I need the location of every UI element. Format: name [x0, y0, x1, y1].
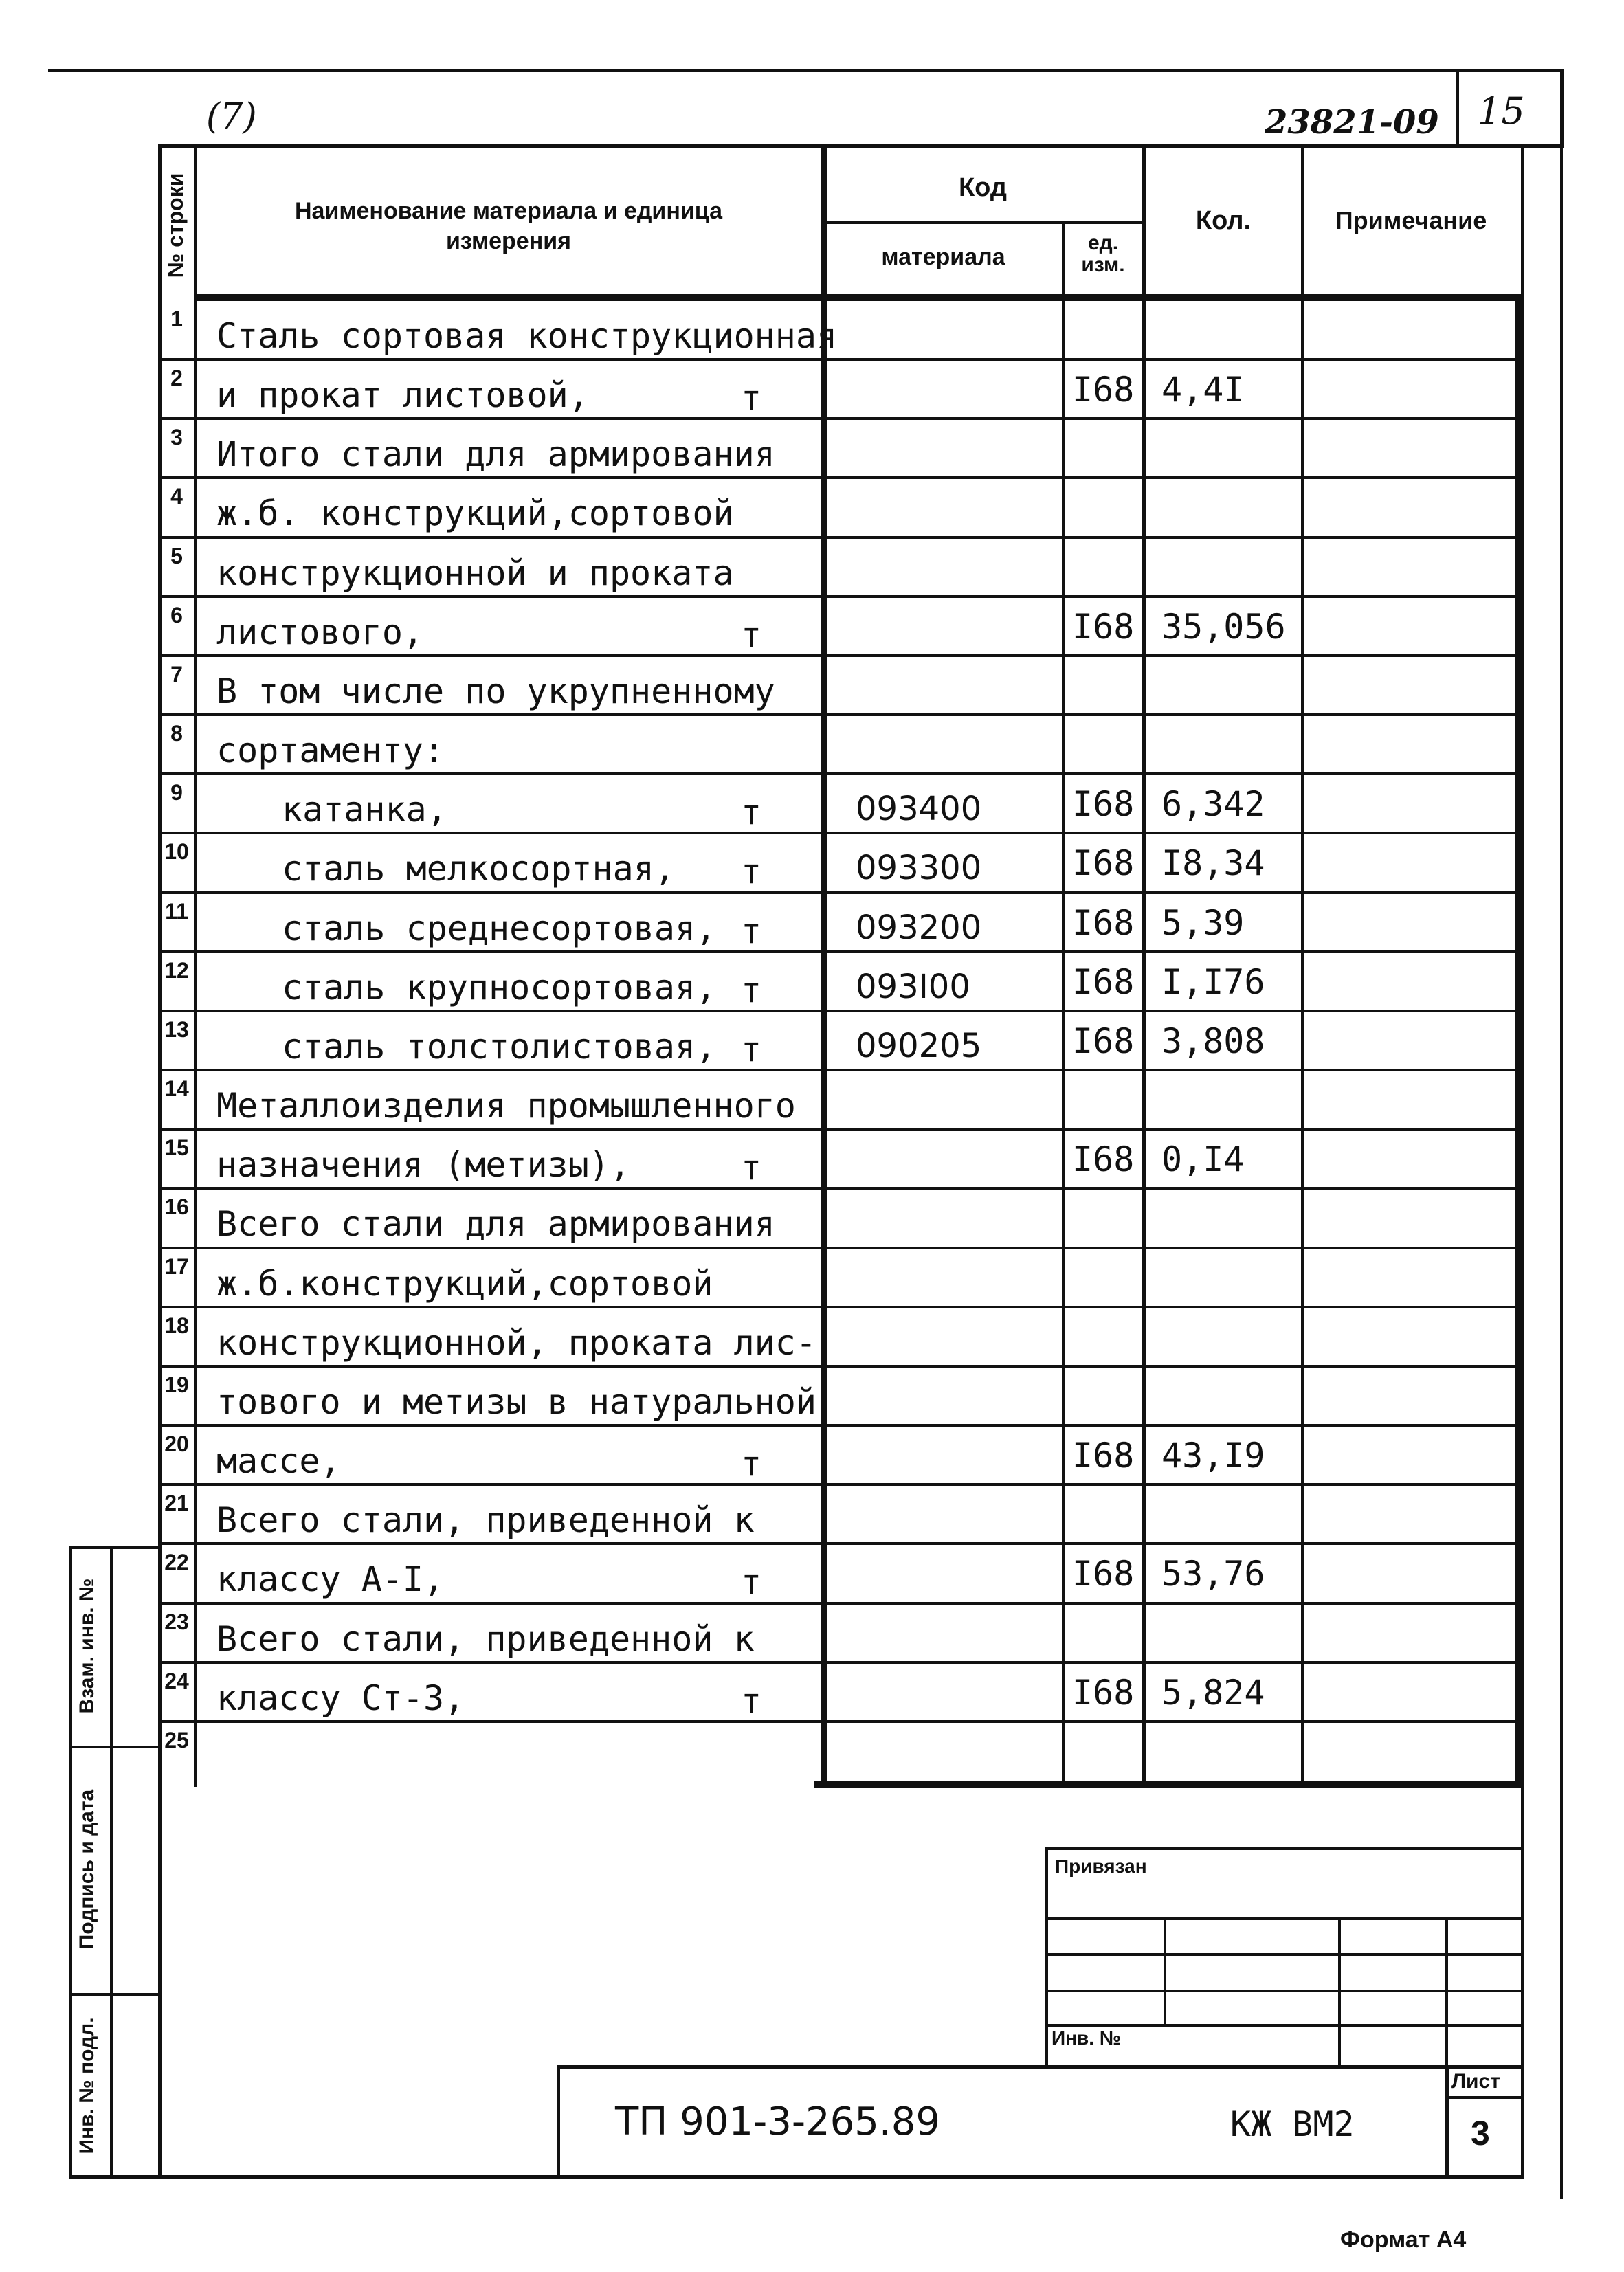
row-quantity: 0,I4	[1161, 1139, 1245, 1180]
row-material-name: классу А-I,	[216, 1559, 445, 1600]
row-quantity: 5,824	[1161, 1672, 1265, 1713]
row-number: 22	[164, 1550, 189, 1575]
row-line	[162, 1128, 1520, 1131]
side-stamp-left	[69, 1546, 72, 2179]
row-unit: т	[741, 1029, 762, 1069]
row-unit-code: I68	[1072, 1139, 1135, 1180]
row-material-name: сортаменту:	[216, 731, 445, 771]
row-material-name: Всего стали, приведенной к	[216, 1500, 755, 1541]
row-number: 2	[170, 366, 183, 391]
row-material-name: Всего стали для армирования	[216, 1204, 775, 1245]
row-line	[162, 1069, 1520, 1071]
row-unit-code: I68	[1072, 1021, 1135, 1061]
frame-top	[158, 144, 1564, 148]
row-line	[162, 1602, 1520, 1605]
sheet-number: 3	[1471, 2114, 1490, 2152]
header-name: Наименование материала и единица измерения	[295, 198, 722, 254]
row-unit-code: I68	[1072, 1554, 1135, 1594]
row-number: 7	[170, 661, 183, 687]
header-note: Примечание	[1335, 206, 1487, 234]
col-div-code	[1062, 223, 1065, 1787]
doc-code: 23821-09	[1265, 103, 1439, 142]
header-code-unit: ед. изм.	[1081, 232, 1125, 276]
row-number: 19	[164, 1372, 189, 1397]
header-code-material: материала	[881, 244, 1005, 270]
row-line	[162, 1365, 1520, 1368]
row-unit-code: I68	[1072, 961, 1135, 1002]
side-podpis: Подпись и дата	[76, 1789, 98, 1950]
row-line	[162, 1424, 1520, 1427]
row-line	[162, 832, 1520, 834]
row-quantity: 35,056	[1161, 606, 1286, 647]
row-number: 11	[165, 898, 188, 924]
row-quantity: 3,808	[1161, 1021, 1265, 1061]
row-number: 14	[164, 1076, 189, 1102]
inv-no-label: Инв. №	[1052, 2027, 1122, 2049]
top-border	[48, 69, 1564, 72]
row-quantity: I8,34	[1161, 843, 1265, 884]
row-number: 4	[170, 484, 183, 509]
row-unit: т	[741, 1148, 762, 1188]
row-material-name: конструкционной и проката	[216, 553, 734, 593]
row-material-name: Всего стали, приведенной к	[216, 1618, 755, 1659]
row-material-name: сталь толстолистовая,	[282, 1026, 717, 1067]
row-material-name: конструкционной, проката лис-	[216, 1322, 816, 1363]
row-material-name: назначения (метизы),	[216, 1145, 631, 1185]
title-top	[557, 2065, 1524, 2069]
row-number: 21	[164, 1491, 189, 1516]
col-div-qty	[1301, 144, 1304, 1787]
row-line	[162, 1187, 1520, 1190]
row-line	[162, 1010, 1520, 1012]
row-quantity: 6,342	[1161, 784, 1265, 825]
code-subheader-line	[823, 221, 1144, 224]
title-left	[557, 2065, 560, 2179]
row-number: 15	[164, 1135, 189, 1161]
row-number: 8	[170, 721, 183, 746]
project-code: ТП 901-3-265.89	[615, 2100, 940, 2144]
row-line	[162, 772, 1520, 775]
row-material-name: катанка,	[282, 790, 447, 830]
row-unit-code: I68	[1072, 843, 1135, 884]
title-sheet-div	[1445, 2065, 1449, 2179]
sheet-label: Лист	[1451, 2070, 1500, 2093]
row-unit: т	[741, 1562, 762, 1603]
row-line	[162, 1542, 1520, 1545]
row-number: 12	[164, 957, 189, 983]
bind-row2	[1045, 1953, 1524, 1956]
side-stamp-div1	[69, 1746, 159, 1748]
row-material-name: листового,	[216, 612, 424, 652]
frame-right-outer	[1560, 144, 1563, 2199]
row-material-name: сталь крупносортовая,	[282, 967, 717, 1007]
table-bottom	[814, 1781, 1522, 1788]
side-inv-podl: Инв. № подл.	[76, 2017, 98, 2154]
title-sheet-line	[1445, 2096, 1524, 2099]
row-unit-code: I68	[1072, 606, 1135, 647]
row-material-name: ж.б.конструкций,сортовой	[216, 1263, 713, 1304]
row-line	[162, 1720, 1520, 1723]
row-material-name: тового и метизы в натуральной	[216, 1381, 816, 1422]
row-material-name: сталь мелкосортная,	[282, 849, 675, 889]
header-bottom	[194, 294, 1522, 301]
row-number: 25	[164, 1727, 189, 1752]
row-material-name: Итого стали для армирования	[216, 434, 775, 475]
row-line	[162, 1306, 1520, 1308]
bind-row3	[1045, 1990, 1524, 1992]
row-number: 1	[170, 307, 183, 331]
row-quantity: 5,39	[1161, 902, 1245, 943]
row-line	[162, 536, 1520, 539]
row-material-code: 093200	[856, 908, 982, 947]
row-quantity: I,I76	[1161, 961, 1265, 1002]
row-material-name: сталь среднесортовая,	[282, 908, 717, 948]
row-unit: т	[741, 792, 762, 833]
side-stamp-mid	[110, 1546, 113, 2179]
row-number: 6	[170, 602, 183, 627]
row-unit-code: I68	[1072, 1436, 1135, 1476]
row-material-name: классу Ст-3,	[216, 1678, 465, 1718]
drawing-mark: КЖ ВМ2	[1230, 2104, 1355, 2144]
row-number: 9	[170, 780, 183, 805]
header-qty: Кол.	[1195, 206, 1252, 235]
privyazan-label: Привязан	[1055, 1856, 1147, 1877]
row-material-name: Сталь сортовая конструкционная	[216, 316, 838, 356]
row-unit: т	[741, 1444, 762, 1484]
row-number: 16	[164, 1194, 189, 1220]
row-material-code: 093I00	[856, 967, 970, 1006]
bind-row1	[1045, 1917, 1524, 1920]
row-number: 23	[164, 1609, 189, 1634]
bind-top	[1045, 1847, 1524, 1850]
col-div-note-right	[1515, 296, 1522, 1787]
row-unit: т	[741, 614, 762, 655]
row-quantity: 4,4I	[1161, 370, 1245, 410]
row-number: 5	[170, 543, 183, 568]
page-no-divider	[1456, 69, 1459, 144]
bind-col3	[1445, 1917, 1448, 2067]
bind-row4	[1045, 2024, 1524, 2027]
row-quantity: 53,76	[1161, 1554, 1265, 1594]
side-vzam-inv: Взам. инв. №	[76, 1578, 98, 1714]
row-number: 20	[164, 1432, 189, 1457]
row-material-name: массе,	[216, 1441, 341, 1482]
col-div-unit	[1142, 144, 1146, 1787]
row-number: 10	[164, 839, 189, 865]
frame-bottom	[69, 2175, 1524, 2179]
row-unit-code: I68	[1072, 370, 1135, 410]
row-line	[162, 891, 1520, 894]
row-line	[162, 595, 1520, 598]
header-code: Код	[958, 173, 1008, 202]
row-line	[162, 417, 1520, 420]
row-unit: т	[741, 851, 762, 892]
page-number: 15	[1478, 89, 1525, 133]
row-line	[162, 713, 1520, 716]
header-row-no: № строки	[163, 172, 188, 278]
row-number: 24	[164, 1668, 189, 1693]
row-material-name: и прокат листовой,	[216, 375, 589, 416]
row-material-name: В том числе по укрупненному	[216, 671, 775, 711]
bind-left	[1045, 1847, 1048, 2067]
row-number: 17	[164, 1254, 189, 1279]
row-number: 18	[164, 1313, 189, 1338]
row-line	[162, 476, 1520, 479]
row-unit: т	[741, 378, 762, 419]
row-line	[162, 358, 1520, 361]
row-line	[162, 1661, 1520, 1664]
left-mark: (7)	[206, 96, 257, 137]
row-unit: т	[741, 911, 762, 951]
col-div-name	[821, 144, 827, 1787]
page-no-right	[1560, 69, 1564, 144]
row-material-code: 093300	[856, 849, 982, 888]
row-line	[162, 950, 1520, 953]
row-line	[162, 1247, 1520, 1249]
format-label: Формат А4	[1340, 2227, 1467, 2253]
row-line	[162, 654, 1520, 657]
row-quantity: 43,I9	[1161, 1436, 1265, 1476]
row-unit-code: I68	[1072, 902, 1135, 943]
row-unit: т	[741, 970, 762, 1010]
row-number: 3	[170, 425, 183, 450]
col-div-rownum	[194, 144, 197, 1787]
row-material-code: 090205	[856, 1026, 982, 1065]
row-material-code: 093400	[856, 790, 982, 829]
row-unit-code: I68	[1072, 784, 1135, 825]
row-material-name: Металлоизделия промышленного	[216, 1086, 796, 1126]
row-number: 13	[164, 1016, 189, 1042]
bind-col1	[1164, 1917, 1166, 2027]
row-material-name: ж.б. конструкций,сортовой	[216, 493, 734, 534]
bind-col2	[1338, 1917, 1341, 2067]
row-line	[162, 1483, 1520, 1486]
row-unit-code: I68	[1072, 1672, 1135, 1713]
row-unit: т	[741, 1680, 762, 1721]
